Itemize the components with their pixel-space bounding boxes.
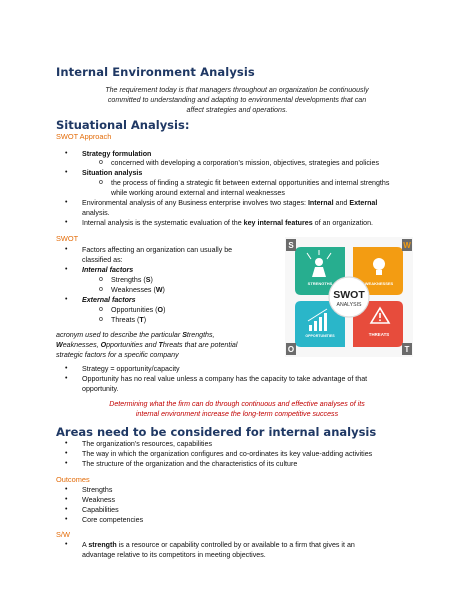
sub-bullet-icon: o: [99, 316, 103, 323]
strength-definition: A strength is a resource or capability controlled by or available to a firm that gives it an: [82, 541, 355, 549]
bullet-icon: •: [65, 169, 68, 176]
bullet-icon: •: [65, 450, 68, 457]
heading-internal-environment: Internal Environment Analysis: [56, 65, 255, 79]
opportunities-quadrant-label: OPPORTUNITIES: [305, 334, 335, 338]
intro-line: affect strategies and operations.: [186, 106, 288, 114]
situation-analysis: Situation analysis: [82, 169, 143, 177]
outcomes-label: Outcomes: [56, 475, 90, 484]
area-item: The way in which the organization configures and co-ordinates its key value-adding activities: [82, 450, 373, 458]
internal-analysis-definition: Internal analysis is the systematic evaluation of the key internal features of an organization.: [82, 219, 374, 227]
situation-analysis-detail-cont: while working around external and internal weaknesses: [111, 189, 285, 197]
threats-item: Threats (T): [111, 316, 147, 324]
factors-line-cont: classified as:: [82, 256, 123, 264]
bullet-icon: •: [65, 199, 68, 206]
acronym-line-1: acronym used to describe the particular Strengths,: [56, 331, 215, 339]
heading-situational-analysis: Situational Analysis:: [56, 118, 190, 132]
bullet-icon: •: [65, 365, 68, 372]
internal-factors: Internal factors: [82, 266, 134, 274]
situation-analysis-detail: the process of finding a strategic fit between external opportunities and internal strengths: [111, 179, 390, 187]
outcome-item: Capabilities: [82, 506, 119, 514]
weakness-quadrant-label: WEAKNESSES: [364, 281, 394, 286]
tab-w-letter: W: [403, 241, 411, 250]
bullet-icon: •: [65, 496, 68, 503]
environmental-analysis: Environmental analysis of any Business enterprise involves two stages: Internal and External: [82, 199, 378, 207]
weaknesses-item: Weaknesses (W): [111, 286, 165, 294]
swot-analysis-graphic: [285, 237, 413, 357]
red-line: internal environment increase the long-term competitive success: [135, 410, 339, 418]
outcome-item: Strengths: [82, 486, 113, 494]
bullet-icon: •: [65, 266, 68, 273]
swot-label: SWOT: [56, 234, 79, 243]
bullet-icon: •: [65, 506, 68, 513]
bullet-icon: •: [65, 219, 68, 226]
bullet-icon: •: [65, 296, 68, 303]
strengths-quadrant-label: STRENGTHS: [307, 281, 333, 286]
strategy-formulation-detail: concerned with developing a corporation’s mission, objectives, strategies and policies: [111, 159, 380, 167]
competitive-success-quote: [56, 399, 418, 419]
red-line: Determining what the firm can do through continuous and effective analyses of its: [109, 400, 365, 408]
outcome-item: Core competencies: [82, 516, 144, 524]
threats-quadrant-label: THREATS: [368, 332, 390, 337]
strategy-formulation: Strategy formulation: [82, 150, 152, 158]
bullet-icon: •: [65, 460, 68, 467]
strength-definition-cont: advantage relative to its competitors in meeting objectives.: [82, 551, 266, 559]
bullet-icon: •: [65, 541, 68, 548]
bullet-icon: •: [65, 246, 68, 253]
acronym-line-3: strategic factors for a specific company: [56, 351, 179, 359]
sub-bullet-icon: o: [99, 179, 103, 186]
external-factors: External factors: [82, 296, 136, 304]
sub-bullet-icon: o: [99, 276, 103, 283]
swot-title: SWOT: [333, 289, 365, 301]
opportunities-item: Opportunities (O): [111, 306, 166, 314]
sub-bullet-icon: o: [99, 306, 103, 313]
sw-label: S/W: [56, 530, 70, 539]
opportunity-value-cont: opportunity.: [82, 385, 119, 393]
bullet-icon: •: [65, 150, 68, 157]
bullet-icon: •: [65, 440, 68, 447]
sub-bullet-icon: o: [99, 286, 103, 293]
tab-t-letter: T: [404, 345, 410, 354]
sub-bullet-icon: o: [99, 159, 103, 166]
bullet-icon: •: [65, 486, 68, 493]
strategy-equation: Strategy = opportunity/capacity: [82, 365, 180, 373]
outcome-item: Weakness: [82, 496, 115, 504]
intro-quote: [56, 85, 418, 115]
tab-s-letter: S: [288, 241, 294, 250]
environmental-analysis-cont: analysis.: [82, 209, 110, 217]
bullet-icon: •: [65, 375, 68, 382]
swot-subtitle: ANALYSIS: [336, 302, 362, 308]
opportunity-value: Opportunity has no real value unless a company has the capacity to take advantage of that: [82, 375, 368, 383]
acronym-line-2: Weaknesses, Opportunities and Threats that are potential: [56, 341, 238, 349]
bullet-icon: •: [65, 516, 68, 523]
intro-line: The requirement today is that managers throughout an organization be continuously: [105, 86, 369, 94]
intro-line: committed to understanding and adapting to environmental developments that can: [107, 96, 367, 104]
area-item: The structure of the organization and the characteristics of its culture: [82, 460, 298, 468]
strengths-item: Strengths (S): [111, 276, 153, 284]
tab-o-letter: O: [287, 345, 295, 354]
swot-approach-label: SWOT Approach: [56, 132, 112, 141]
factors-line: Factors affecting an organization can usually be: [82, 246, 233, 254]
heading-areas: Areas need to be considered for internal analysis: [56, 425, 377, 439]
area-item: The organization’s resources, capabilities: [82, 440, 212, 448]
